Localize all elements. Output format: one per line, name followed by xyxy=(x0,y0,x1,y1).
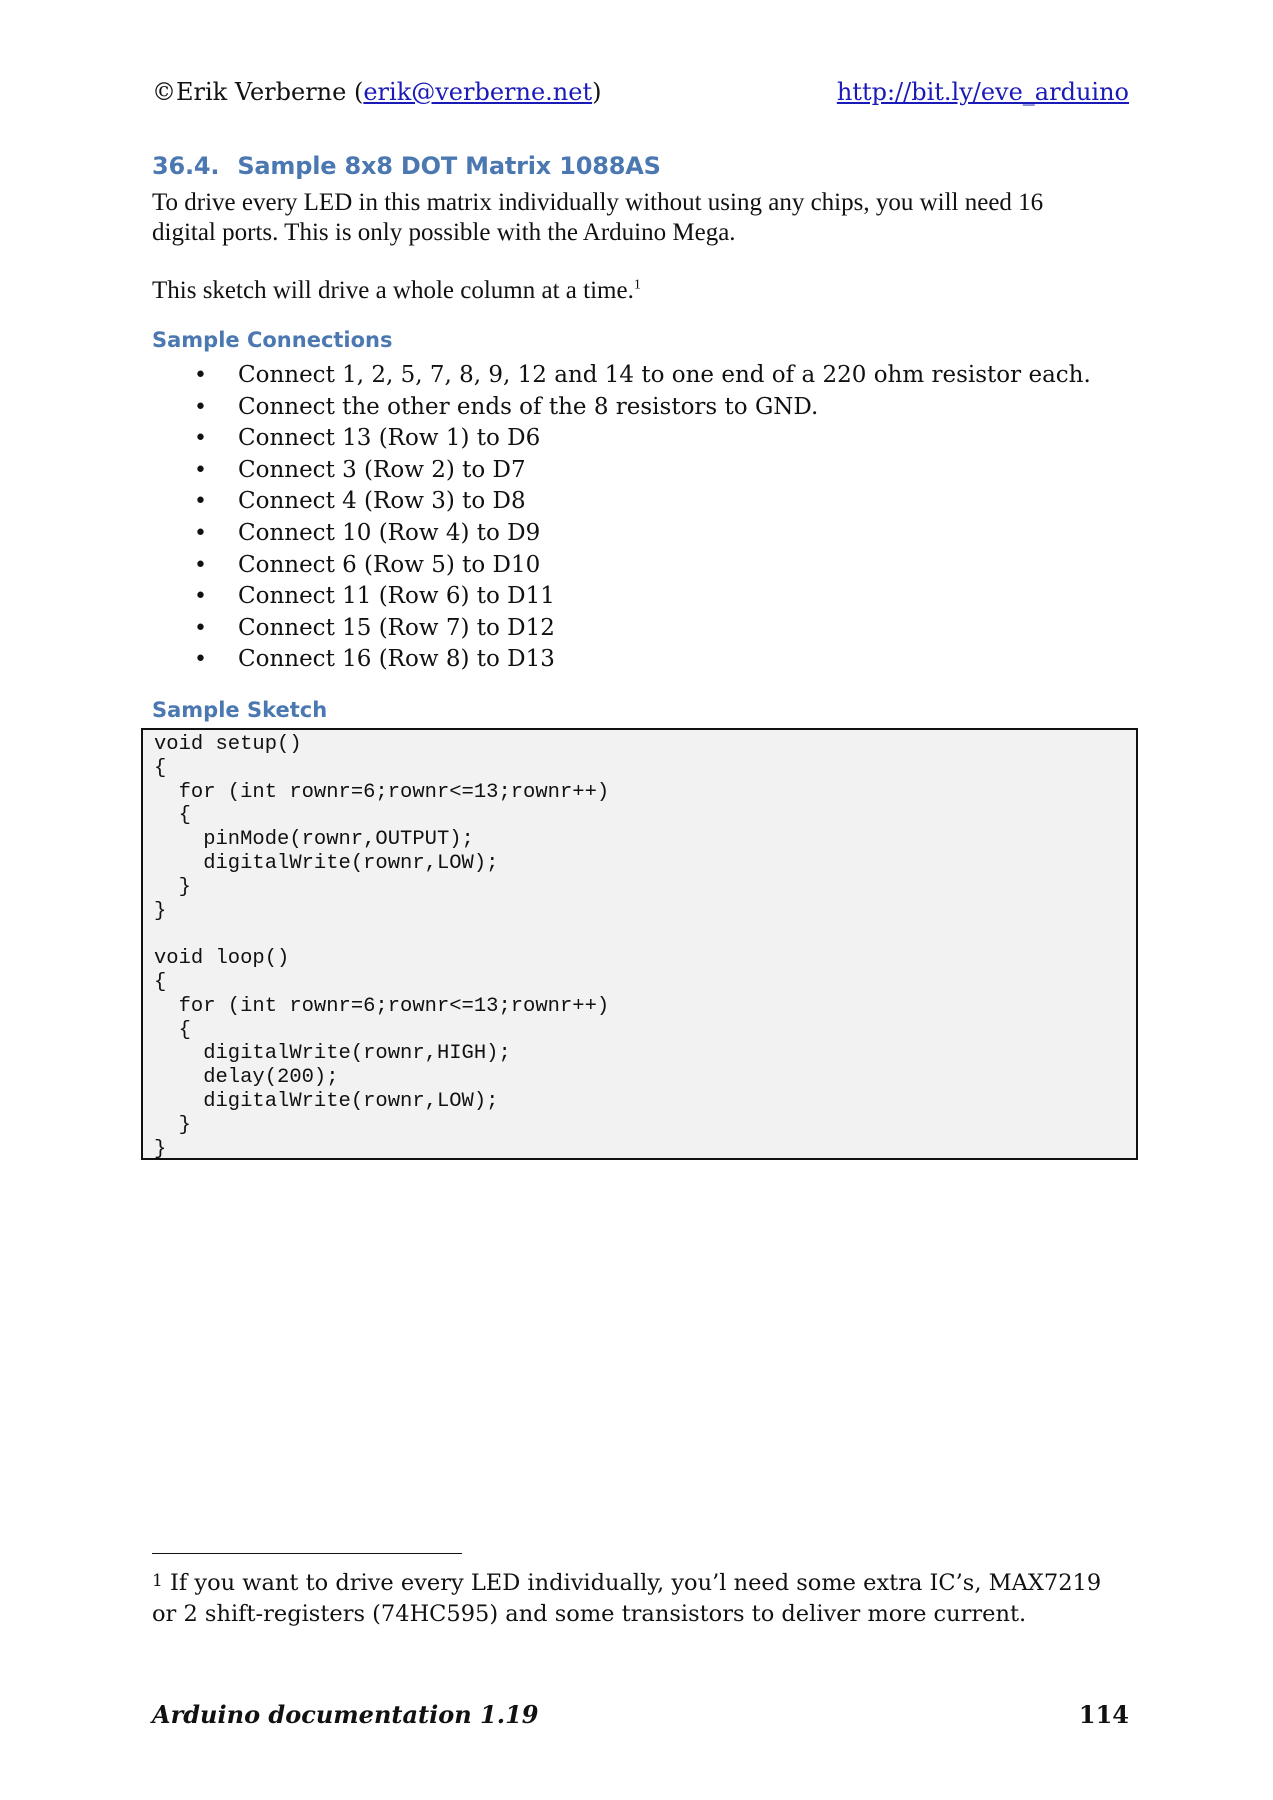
code-block xyxy=(141,728,1138,1160)
list-item xyxy=(152,581,1091,613)
list-item xyxy=(152,392,1091,424)
header-url-link[interactable]: http://bit.ly/eve_arduino xyxy=(836,78,1129,106)
bullet-icon: • xyxy=(194,552,207,578)
section-heading xyxy=(152,152,661,180)
list-item xyxy=(152,455,1091,487)
bullet-icon: • xyxy=(194,426,207,452)
list-item-text: Connect 16 (Row 8) to D13 xyxy=(238,646,555,673)
list-item-text: Connect 10 (Row 4) to D9 xyxy=(238,519,541,546)
document-title: Arduino documentation 1.19 xyxy=(152,1700,539,1729)
list-item-text: Connect 15 (Row 7) to D12 xyxy=(238,614,555,641)
bullet-icon: • xyxy=(194,584,207,610)
intro-paragraph: To drive every LED in this matrix individually without using any chips, you will need 16 digital ports. This is only possible with the Arduino Mega. xyxy=(152,189,1044,246)
bullet-icon: • xyxy=(194,520,207,546)
list-item-text: Connect 13 (Row 1) to D6 xyxy=(238,425,541,452)
page-header xyxy=(152,76,1129,108)
sketch-heading: Sample Sketch xyxy=(152,698,328,722)
list-item-text: Connect the other ends of the 8 resistors to GND. xyxy=(238,393,819,420)
connections-list xyxy=(152,360,1091,676)
footnote-text: If you want to drive every LED individually, you’l need some extra IC’s, MAX7219 or 2 shift-registers (74HC595) and some transistors to deliver more current. xyxy=(152,1570,1102,1627)
list-item xyxy=(152,486,1091,518)
bullet-icon: • xyxy=(194,394,207,420)
list-item xyxy=(152,550,1091,582)
footnote-reference[interactable]: 1 xyxy=(633,277,641,293)
list-item-text: Connect 11 (Row 6) to D11 xyxy=(238,583,555,610)
footnote xyxy=(152,1566,1132,1630)
list-item xyxy=(152,613,1091,645)
column-paragraph-text: This sketch will drive a whole column at a time. xyxy=(152,277,634,304)
list-item xyxy=(152,518,1091,550)
header-author xyxy=(152,76,601,108)
copyright-prefix: ©Erik Verberne ( xyxy=(152,78,364,106)
section-title: Sample 8x8 DOT Matrix 1088AS xyxy=(237,152,661,180)
code-text: void setup() { for (int rownr=6;rownr<=13;rownr++) { pinMode(rownr,OUTPUT); digitalWrite(rownr,LOW); } } void loop() { for (int rownr=6;rownr<=13;rownr++) { digitalWrite(rownr,HIGH); delay(200); digitalWrite(rownr,LOW); } } xyxy=(154,733,610,1161)
column-paragraph xyxy=(152,276,1092,306)
connections-heading: Sample Connections xyxy=(152,328,393,352)
list-item-text: Connect 3 (Row 2) to D7 xyxy=(238,456,526,483)
bullet-icon: • xyxy=(194,363,207,388)
footnote-divider xyxy=(152,1553,462,1554)
bullet-icon: • xyxy=(194,615,207,641)
list-item xyxy=(152,644,1091,676)
author-email-link[interactable]: erik@verberne.net xyxy=(363,78,593,106)
page-footer xyxy=(152,1700,1129,1729)
bullet-icon: • xyxy=(194,647,207,673)
list-item xyxy=(152,360,1091,392)
list-item-text: Connect 1, 2, 5, 7, 8, 9, 12 and 14 to one end of a 220 ohm resistor each. xyxy=(238,362,1091,388)
copyright-suffix: ) xyxy=(592,78,602,106)
footnote-mark: 1 xyxy=(152,1571,163,1591)
bullet-icon: • xyxy=(194,457,207,483)
list-item-text: Connect 4 (Row 3) to D8 xyxy=(238,488,526,515)
bullet-icon: • xyxy=(194,489,207,515)
page-number: 114 xyxy=(1078,1700,1129,1729)
list-item-text: Connect 6 (Row 5) to D10 xyxy=(238,551,541,578)
section-number: 36.4. xyxy=(152,152,220,180)
list-item xyxy=(152,423,1091,455)
